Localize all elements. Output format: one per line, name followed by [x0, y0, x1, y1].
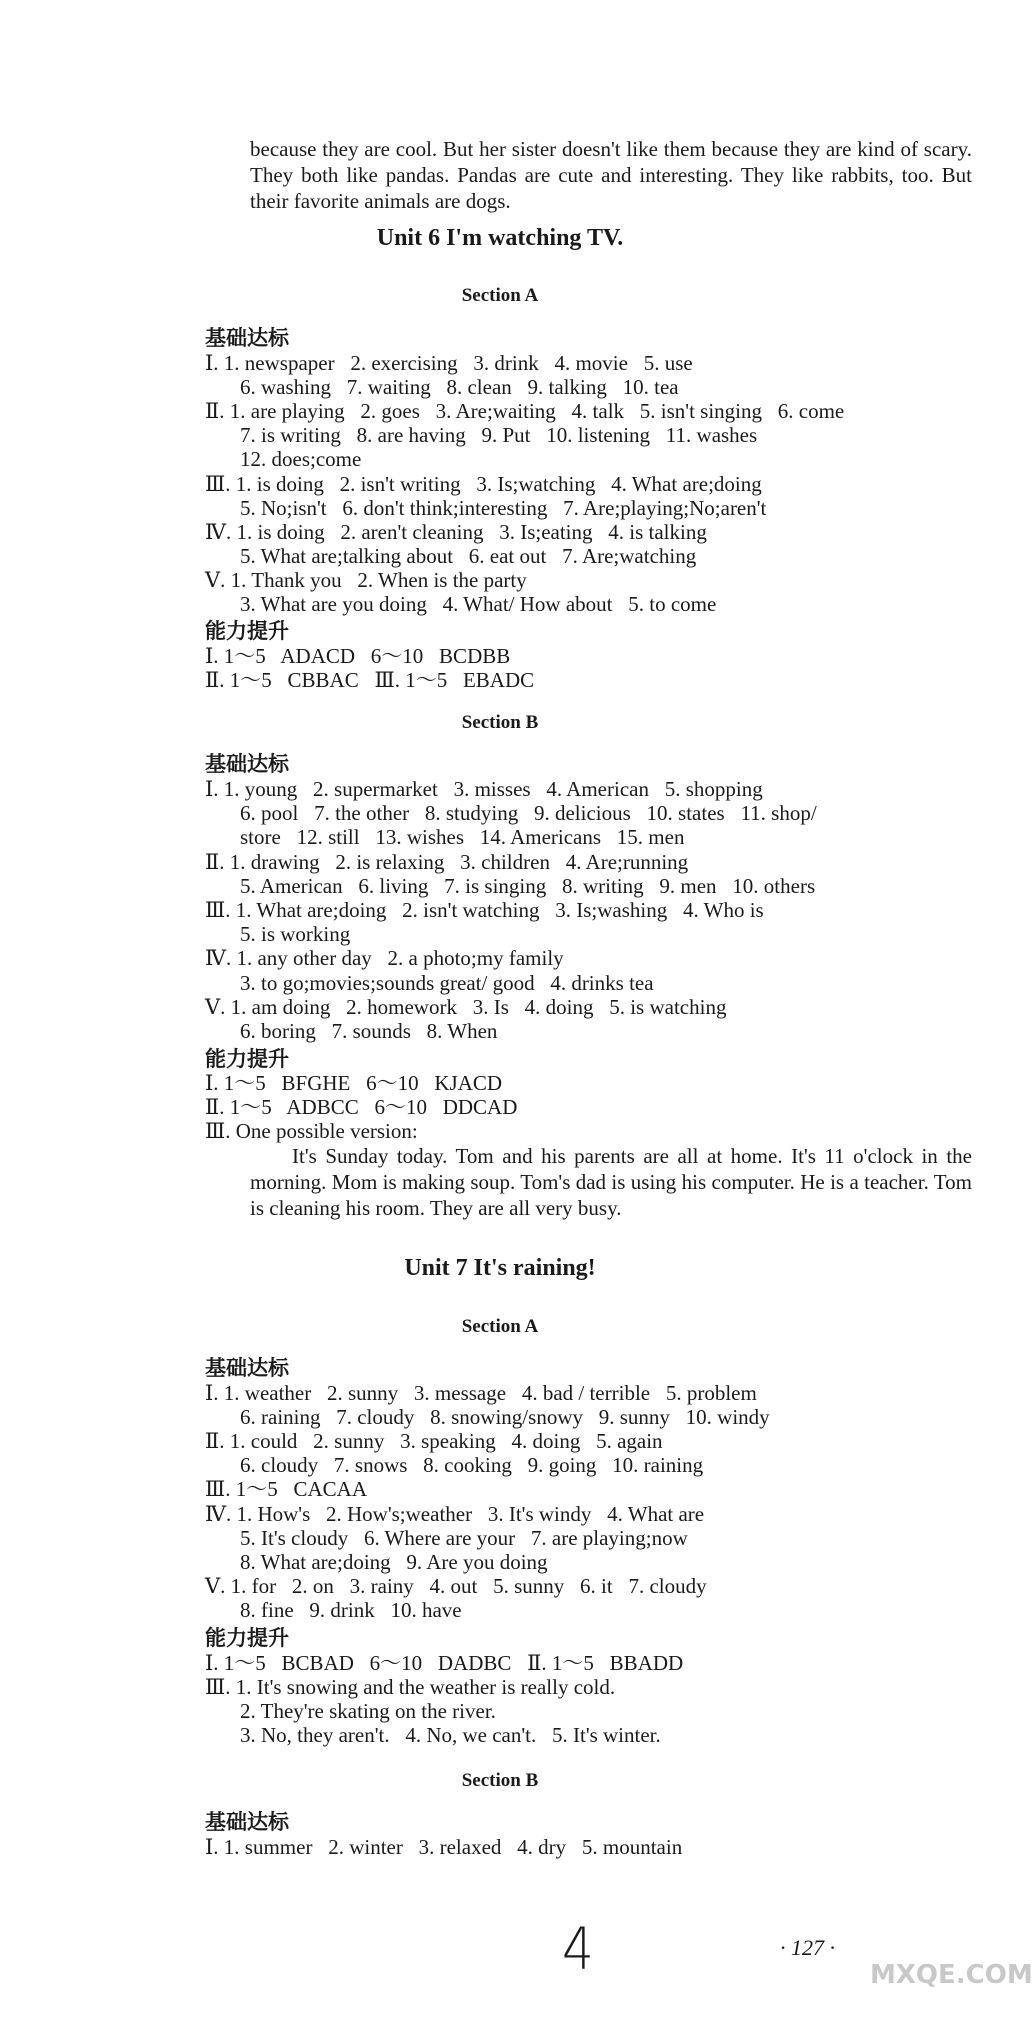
answer-line: Ⅴ. 1. for 2. on 3. rainy 4. out 5. sunny 6. it 7. cloudy: [205, 1574, 707, 1598]
unit7-sectionA-title: Section A: [461, 1316, 539, 1337]
unit7-sectionB-basic-heading: 基础达标: [205, 1810, 289, 1834]
answer-line: Ⅱ. 1. drawing 2. is relaxing 3. children 4. Are;running: [205, 850, 689, 874]
answer-line: 6. cloudy 7. snows 8. cooking 9. going 10. raining: [240, 1453, 704, 1477]
unit7-sectionA-ability-heading: 能力提升: [205, 1626, 289, 1650]
answer-line: 3. to go;movies;sounds great/ good 4. drinks tea: [240, 971, 654, 995]
answer-line: 5. It's cloudy 6. Where are your 7. are playing;now: [240, 1526, 688, 1550]
intro-paragraph: because they are cool. But her sister doesn't like them because they are kind of scary. They both like pandas. Pandas are cute and interesting. They like rabbits, too. But their favorite animals are dogs.: [250, 137, 972, 213]
unit6-sectionB-basic-heading: 基础达标: [205, 752, 289, 776]
answer-line: 8. What are;doing 9. Are you doing: [240, 1550, 548, 1574]
answer-line: Ⅳ. 1. is doing 2. aren't cleaning 3. Is;eating 4. is talking: [205, 520, 707, 544]
answer-line: 3. No, they aren't. 4. No, we can't. 5. It's winter.: [240, 1723, 661, 1747]
answer-line: 6. pool 7. the other 8. studying 9. delicious 10. states 11. shop/: [240, 801, 817, 825]
essay-paragraph: It's Sunday today. Tom and his parents are all at home. It's 11 o'clock in the morning. Mom is making soup. Tom's dad is using his computer. He is a teacher. Tom is cleaning his room. They are all very busy.: [250, 1144, 972, 1220]
answer-line: Ⅴ. 1. am doing 2. homework 3. Is 4. doing 5. is watching: [205, 995, 727, 1019]
answer-line: store 12. still 13. wishes 14. Americans 15. men: [240, 825, 685, 849]
answer-line: 5. No;isn't 6. don't think;interesting 7. Are;playing;No;aren't: [240, 496, 767, 520]
answer-line: Ⅴ. 1. Thank you 2. When is the party: [205, 568, 527, 592]
answer-line: Ⅰ. 1～5 BCBAD 6～10 DADBC Ⅱ. 1～5 BBADD: [205, 1651, 684, 1675]
answer-line: Ⅰ. 1～5 ADACD 6～10 BCDBB: [205, 644, 511, 668]
page-number: · 127 ·: [780, 1935, 835, 1960]
answer-line: Ⅲ. 1～5 CACAA: [205, 1477, 368, 1501]
answer-line: 5. is working: [240, 922, 351, 946]
unit6-sectionA-ability-heading: 能力提升: [205, 619, 289, 643]
unit6-title: Unit 6 I'm watching TV.: [376, 225, 624, 251]
answer-line: 6. boring 7. sounds 8. When: [240, 1019, 498, 1043]
handwritten-mark: 4: [562, 1915, 594, 1983]
answer-line: 3. What are you doing 4. What/ How about 5. to come: [240, 592, 717, 616]
answer-line: Ⅰ. 1～5 BFGHE 6～10 KJACD: [205, 1071, 503, 1095]
answer-line: 2. They're skating on the river.: [240, 1699, 496, 1723]
answer-line: 6. washing 7. waiting 8. clean 9. talking 10. tea: [240, 375, 679, 399]
answer-line: 12. does;come: [240, 447, 362, 471]
answer-line: Ⅲ. 1. is doing 2. isn't writing 3. Is;watching 4. What are;doing: [205, 472, 762, 496]
answer-line: Ⅲ. One possible version:: [205, 1119, 418, 1143]
answer-line: 8. fine 9. drink 10. have: [240, 1598, 462, 1622]
answer-line: 6. raining 7. cloudy 8. snowing/snowy 9. sunny 10. windy: [240, 1405, 770, 1429]
answer-line: Ⅱ. 1. are playing 2. goes 3. Are;waiting 4. talk 5. isn't singing 6. come: [205, 399, 845, 423]
answer-line: Ⅲ. 1. It's snowing and the weather is really cold.: [205, 1675, 616, 1699]
answer-line: 5. What are;talking about 6. eat out 7. Are;watching: [240, 544, 697, 568]
unit6-sectionA-title: Section A: [461, 285, 539, 306]
unit6-sectionB-title: Section B: [461, 712, 539, 733]
unit7-sectionB-title: Section B: [461, 1770, 539, 1791]
unit6-sectionB-ability-heading: 能力提升: [205, 1047, 289, 1071]
answer-line: Ⅰ. 1. newspaper 2. exercising 3. drink 4. movie 5. use: [205, 351, 693, 375]
answer-line: 7. is writing 8. are having 9. Put 10. listening 11. washes: [240, 423, 758, 447]
watermark: MXQE.COM: [870, 1960, 1033, 1990]
answer-line: Ⅱ. 1. could 2. sunny 3. speaking 4. doing 5. again: [205, 1429, 663, 1453]
answer-line: Ⅳ. 1. any other day 2. a photo;my family: [205, 946, 564, 970]
answer-line: Ⅰ. 1. summer 2. winter 3. relaxed 4. dry 5. mountain: [205, 1835, 683, 1859]
answer-line: Ⅰ. 1. weather 2. sunny 3. message 4. bad / terrible 5. problem: [205, 1381, 757, 1405]
unit6-sectionA-basic-heading: 基础达标: [205, 326, 289, 350]
answer-line: Ⅱ. 1～5 CBBAC Ⅲ. 1～5 EBADC: [205, 668, 535, 692]
answer-line: Ⅱ. 1～5 ADBCC 6～10 DDCAD: [205, 1095, 518, 1119]
answer-line: Ⅰ. 1. young 2. supermarket 3. misses 4. American 5. shopping: [205, 777, 763, 801]
answer-line: Ⅳ. 1. How's 2. How's;weather 3. It's windy 4. What are: [205, 1502, 705, 1526]
answer-line: 5. American 6. living 7. is singing 8. writing 9. men 10. others: [240, 874, 816, 898]
unit7-sectionA-basic-heading: 基础达标: [205, 1356, 289, 1380]
answer-line: Ⅲ. 1. What are;doing 2. isn't watching 3. Is;washing 4. Who is: [205, 898, 764, 922]
unit7-title: Unit 7 It's raining!: [404, 1255, 596, 1281]
